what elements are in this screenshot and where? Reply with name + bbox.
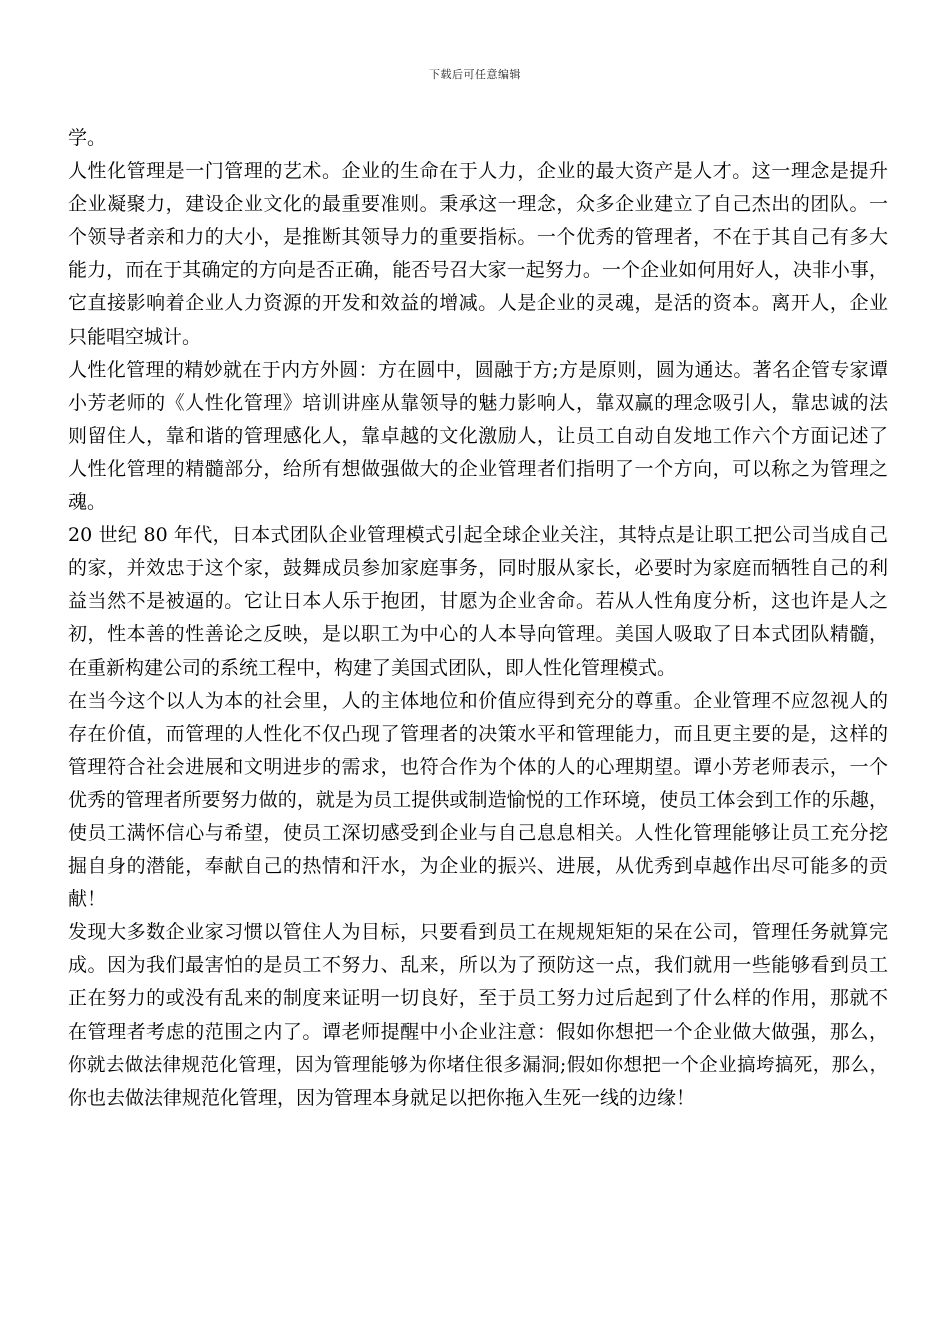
document-body (68, 122, 888, 1115)
text-line: 管理符合社会进展和文明进步的需求，也符合作为个体的人的心理期望。谭小芳老师表示，一个 (68, 755, 888, 778)
text-line: 人性化管理是一门管理的艺术。企业的生命在于人力，企业的最大资产是人才。这一理念是提升 (68, 160, 888, 183)
text-line: 个领导者亲和力的大小，是推断其领导力的重要指标。一个优秀的管理者，不在于其自己有多大 (68, 226, 888, 249)
text-line: 在管理者考虑的范围之内了。谭老师提醒中小企业注意：假如你想把一个企业做大做强，那么， (68, 1020, 888, 1043)
page-header: 下载后可任意编辑 (429, 68, 521, 81)
text-line: 使员工满怀信心与希望，使员工深切感受到企业与自己息息相关。人性化管理能够让员工充分挖 (68, 821, 888, 844)
text-line: 它直接影响着企业人力资源的开发和效益的增减。人是企业的灵魂，是活的资本。离开人，企业 (68, 292, 888, 315)
text-line: 掘自身的潜能，奉献自己的热情和汗水，为企业的振兴、进展，从优秀到卓越作出尽可能多的贡 (68, 855, 888, 878)
text-line: 20 世纪 80 年代，日本式团队企业管理模式引起全球企业关注，其特点是让职工把公司当成自己 (68, 524, 888, 547)
text-line: 你就去做法律规范化管理，因为管理能够为你堵住很多漏洞;假如你想把一个企业搞垮搞死，那么， (68, 1054, 888, 1076)
text-line: 魂。 (68, 491, 107, 514)
text-line: 发现大多数企业家习惯以管住人为目标，只要看到员工在规规矩矩的呆在公司，管理任务就算完 (68, 921, 888, 944)
text-line: 则留住人，靠和谐的管理感化人，靠卓越的文化激励人，让员工自动自发地工作六个方面记述了 (68, 424, 888, 447)
text-line: 人性化管理的精妙就在于内方外圆：方在圆中，圆融于方;方是原则，圆为通达。著名企管专家谭 (68, 358, 888, 381)
text-line: 能力，而在于其确定的方向是否正确，能否号召大家一起努力。一个企业如何用好人，决非小事， (68, 259, 888, 282)
text-line: 在当今这个以人为本的社会里，人的主体地位和价值应得到充分的尊重。企业管理不应忽视人的 (68, 689, 888, 712)
text-line: 小芳老师的《人性化管理》培训讲座从靠领导的魅力影响人，靠双赢的理念吸引人，靠忠诚的法 (68, 391, 888, 414)
text-line: 你也去做法律规范化管理，因为管理本身就足以把你拖入生死一线的边缘！ (68, 1086, 696, 1109)
text-line: 献！ (68, 888, 107, 911)
text-line: 只能唱空城计。 (68, 325, 202, 348)
text-line: 初，性本善的性善论之反映，是以职工为中心的人本导向管理。美国人吸取了日本式团队精髓， (68, 623, 888, 646)
text-line: 成。因为我们最害怕的是员工不努力、乱来，所以为了预防这一点，我们就用一些能够看到员工 (68, 954, 888, 977)
text-line: 学。 (68, 127, 107, 149)
text-line: 优秀的管理者所要努力做的，就是为员工提供或制造愉悦的工作环境，使员工体会到工作的乐趣， (68, 788, 888, 811)
text-line: 企业凝聚力，建设企业文化的最重要准则。秉承这一理念，众多企业建立了自己杰出的团队。一 (68, 193, 888, 216)
text-line: 正在努力的或没有乱来的制度来证明一切良好，至于员工努力过后起到了什么样的作用，那就不 (68, 987, 888, 1010)
text-line: 存在价值，而管理的人性化不仅凸现了管理者的决策水平和管理能力，而且更主要的是，这样的 (68, 722, 888, 745)
text-line: 益当然不是被逼的。它让日本人乐于抱团，甘愿为企业舍命。若从人性角度分析，这也许是人之 (68, 590, 888, 613)
text-line: 人性化管理的精髓部分，给所有想做强做大的企业管理者们指明了一个方向，可以称之为管理之 (68, 457, 888, 480)
text-line: 的家，并效忠于这个家，鼓舞成员参加家庭事务，同时服从家长，必要时为家庭而牺牲自己的利 (68, 557, 888, 580)
text-line: 在重新构建公司的系统工程中，构建了美国式团队，即人性化管理模式。 (68, 656, 677, 679)
